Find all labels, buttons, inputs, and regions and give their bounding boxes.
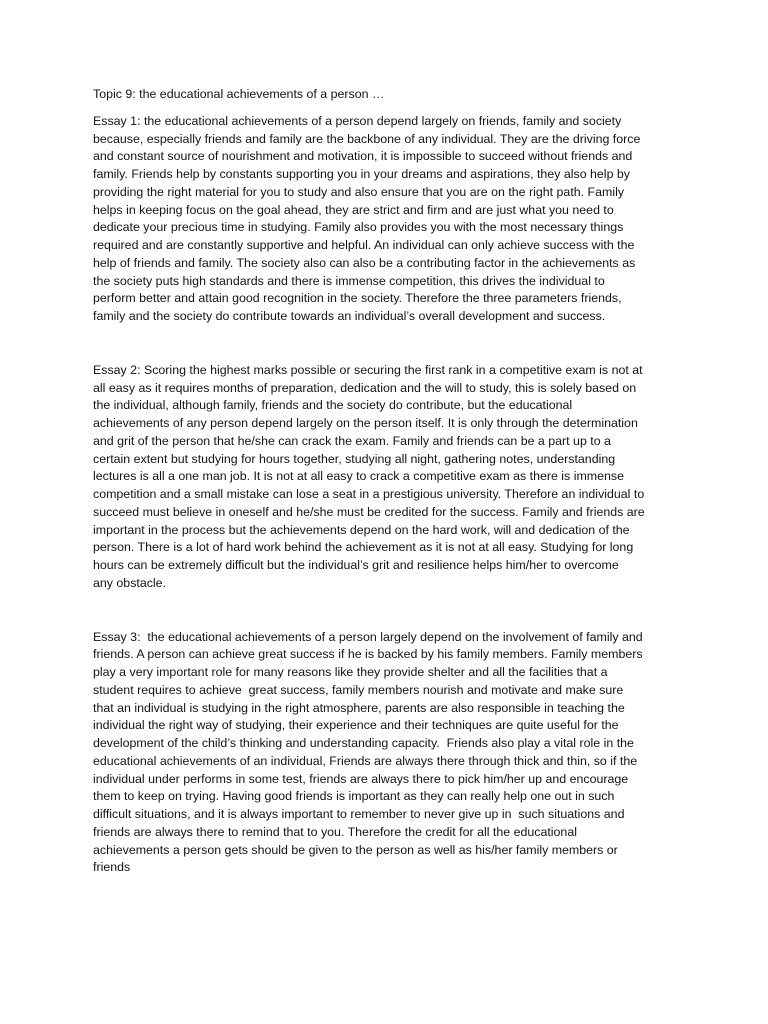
essay-1-paragraph [93,113,678,326]
text-line: educational achievements of an individual, Friends are always there through thick and thin, so if the [93,753,638,768]
text-line: the individual, although family, friends and the society do contribute, but the educational [93,398,573,413]
text-line: help of friends and family. The society also can also be a contributing factor in the achievements as [93,255,636,270]
text-line: Essay 2: Scoring the highest marks possible or securing the first rank in a competitive exam is not at [93,362,643,377]
essay-3-paragraph [93,629,678,878]
text-line: important in the process but the achievements depend on the hard work, will and dedication of the [93,522,630,537]
text-line: competition and a small mistake can lose a seat in a prestigious university. Therefore an individual to [93,487,645,501]
text-line: them to keep on trying. Having good friends is important as they can really help one out in such [93,789,615,804]
text-line: play a very important role for many reasons like they provide shelter and all the facilities that a [93,665,608,679]
text-line: perform better and attain good recognition in the society. Therefore the three parameters friends, [93,291,622,306]
text-line: family and the society do contribute towards an individual’s overall development and success. [93,309,606,323]
text-line: hours can be extremely difficult but the individual’s grit and resilience helps him/her to overcome [93,558,619,572]
text-line: succeed must believe in oneself and he/she must be credited for the success. Family and friends are [93,504,645,519]
text-line: friends are always there to remind that to you. Therefore the credit for all the educational [93,824,577,839]
text-line: that an individual is studying in the right atmosphere, parents are also responsible in teaching the [93,700,625,715]
text-line: the society puts high standards and there is immense competition, this drives the individual to [93,273,605,288]
text-line: Essay 3: the educational achievements of a person largely depend on the involvement of family and [93,629,643,644]
text-line: Essay 1: the educational achievements of a person depend largely on friends, family and society [93,113,622,128]
essay-2-paragraph [93,362,678,593]
text-line: lectures is all a one man job. It is not at all easy to crack a competitive exam as there is immense [93,469,624,484]
text-line: family. Friends help by constants supporting you in your dreams and aspirations, they also help by [93,167,630,181]
text-line: any obstacle. [93,575,167,590]
text-line: difficult situations, and it is always important to remember to never give up in such situations and [93,807,625,821]
text-line: person. There is a lot of hard work behind the achievement as it is not at all easy. Studying for long [93,540,634,555]
text-line: and grit of the person that he/she can crack the exam. Family and friends can be a part up to a [93,433,611,448]
text-line: all easy as it requires months of preparation, dedication and the will to study, this is solely based on [93,380,637,395]
text-line: individual under performs in some test, friends are always there to pick him/her up and encourage [93,771,629,786]
text-line: and constant source of nourishment and motivation, it is impossible to succeed without friends and [93,149,633,164]
topic-heading: Topic 9: the educational achievements of a person … [93,87,385,101]
document-page [93,86,678,877]
text-line: certain extent but studying for hours together, studying all night, gathering notes, understanding [93,451,616,466]
text-line: required and are constantly supportive and helpful. An individual can only achieve success with the [93,238,635,252]
text-line: helps in keeping focus on the goal ahead, they are strict and firm and are just what you need to [93,202,614,217]
text-line: friends. A person can achieve great success if he is backed by his family members. Family members [93,647,643,662]
text-line: friends [93,860,131,875]
text-line: student requires to achieve great success, family members nourish and motivate and make sure [93,682,624,697]
text-line: development of the child’s thinking and understanding capacity. Friends also play a vital role in the [93,736,634,750]
text-line: dedicate your precious time in studying. Family also provides you with the most necessary things [93,220,624,235]
text-line: achievements a person gets should be given to the person as well as his/her family members or [93,842,618,857]
text-line: because, especially friends and family are the backbone of any individual. They are the driving force [93,131,641,146]
text-line: individual the right way of studying, their experience and their techniques are quite useful for the [93,718,619,733]
text-line: providing the right material for you to study and also ensure that you are on the right path. Family [93,184,625,199]
text-line: achievements of any person depend largely on the person itself. It is only through the determination [93,416,638,430]
